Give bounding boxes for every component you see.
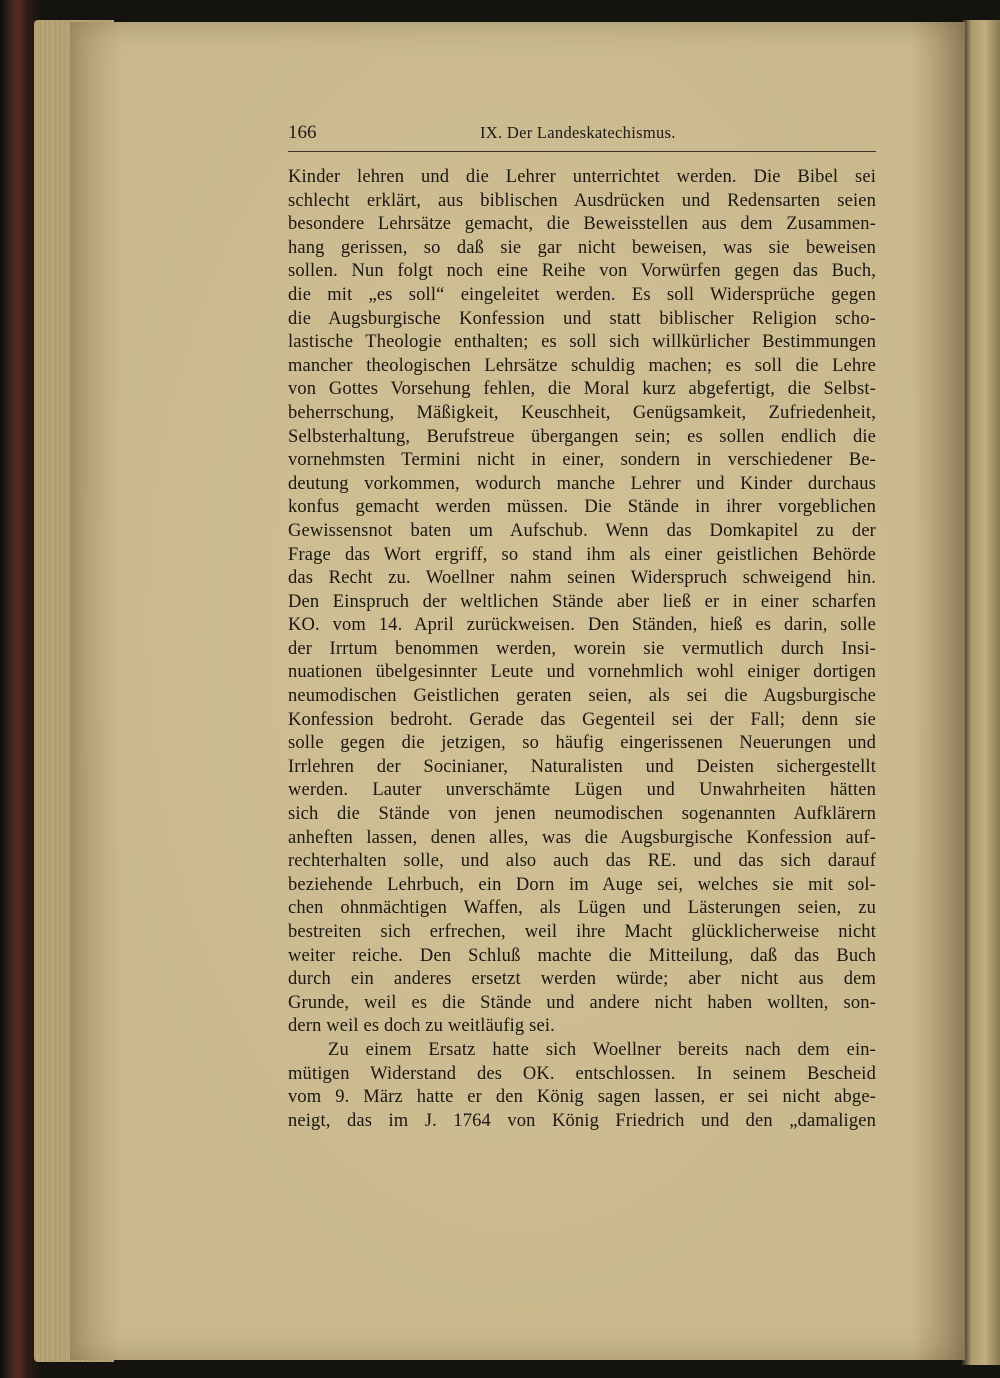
- text-line: konfus gemacht werden müssen. Die Stände in ihrer vorgeblichen: [288, 497, 876, 518]
- text-line: Frage das Wort ergriff, so stand ihm als einer geistlichen Behörde: [288, 544, 876, 565]
- text-line: anheften lassen, denen alles, was die Augsburgische Konfession auf-: [288, 827, 876, 848]
- text-line: lastische Theologie enthalten; es soll sich willkürlicher Bestimmungen: [288, 332, 876, 353]
- text-line: vornehmsten Termini nicht in einer, sondern in verschiedener Be-: [288, 450, 876, 471]
- text-line: Irrlehren der Socinianer, Naturalisten und Deisten sichergestellt: [288, 756, 876, 777]
- text-line: Zu einem Ersatz hatte sich Woellner bereits nach dem ein-: [328, 1039, 876, 1060]
- text-line: der Irrtum benommen werden, worein sie vermutlich durch Insi-: [288, 638, 876, 659]
- body-text: [288, 166, 876, 1133]
- text-line: mancher theologischen Lehrsätze schuldig machen; es soll die Lehre: [288, 355, 876, 376]
- text-line: die mit „es soll“ eingeleitet werden. Es soll Widersprüche gegen: [288, 284, 876, 305]
- text-line: dern weil es doch zu weitläufig sei.: [288, 1016, 555, 1037]
- text-line: vom 9. März hatte er den König sagen lassen, er sei nicht abge-: [288, 1087, 876, 1108]
- text-line: durch ein anderes ersetzt werden würde; aber nicht aus dem: [288, 969, 876, 990]
- text-line: Konfession bedroht. Gerade das Gegenteil sei der Fall; denn sie: [288, 709, 876, 730]
- text-line: neumodischen Geistlichen geraten seien, als sei die Augsburgische: [288, 686, 876, 707]
- text-line: hang gerissen, so daß sie gar nicht beweisen, was sie beweisen: [288, 237, 876, 258]
- header-rule: [288, 151, 876, 152]
- text-line: rechterhalten solle, und also auch das RE. und das sich darauf: [288, 851, 876, 872]
- running-title: IX. Der Landeskatechismus.: [480, 123, 676, 142]
- text-line: die Augsburgische Konfession und statt biblischer Religion scho-: [288, 308, 876, 329]
- text-line: solle gegen die jetzigen, so häufig eingerissenen Neuerungen und: [288, 733, 876, 754]
- text-line: nuationen übelgesinnter Leute und vornehmlich wohl einiger dortigen: [288, 662, 876, 683]
- text-line: bestreiten sich erfrechen, weil ihre Macht glücklicherweise nicht: [288, 922, 876, 942]
- text-line: beziehende Lehrbuch, ein Dorn im Auge sei, welches sie mit sol-: [288, 874, 876, 895]
- text-line: das Recht zu. Woellner nahm seinen Widerspruch schweigend hin.: [288, 568, 876, 589]
- text-line: Grunde, weil es die Stände und andere nicht haben wollten, son-: [288, 992, 876, 1013]
- text-line: Gewissensnot baten um Aufschub. Wenn das Domkapitel zu der: [288, 520, 876, 541]
- facing-page-edge: [962, 20, 1000, 1365]
- page-number: 166: [288, 122, 317, 143]
- running-header: [288, 122, 876, 148]
- text-line: weiter reiche. Den Schluß machte die Mitteilung, daß das Buch: [288, 945, 876, 966]
- text-line: von Gottes Vorsehung fehlen, die Moral kurz abgefertigt, die Selbst-: [288, 379, 876, 400]
- text-line: sollen. Nun folgt noch eine Reihe von Vorwürfen gegen das Buch,: [288, 261, 876, 282]
- text-line: werden. Lauter unverschämte Lügen und Unwahrheiten hätten: [288, 780, 876, 801]
- text-line: Selbsterhaltung, Berufstreue übergangen sein; es sollen endlich die: [288, 426, 876, 447]
- text-line: KO. vom 14. April zurückweisen. Den Ständen, hieß es darin, solle: [288, 615, 876, 636]
- text-line: sich die Stände von jenen neumodischen sogenannten Aufklärern: [288, 804, 876, 825]
- text-line: Den Einspruch der weltlichen Stände aber ließ er in einer scharfen: [288, 591, 876, 612]
- text-line: neigt, das im J. 1764 von König Friedrich und den „damaligen: [288, 1110, 876, 1131]
- text-line: beherrschung, Mäßigkeit, Keuschheit, Genügsamkeit, Zufriedenheit,: [288, 402, 876, 423]
- text-line: mütigen Widerstand des OK. entschlossen. In seinem Bescheid: [288, 1063, 876, 1084]
- text-line: deutung vorkommen, wodurch manche Lehrer und Kinder durchaus: [288, 473, 876, 494]
- text-line: Kinder lehren und die Lehrer unterrichtet werden. Die Bibel sei: [288, 167, 876, 187]
- text-line: besondere Lehrsätze gemacht, die Beweisstellen aus dem Zusammen-: [288, 214, 876, 235]
- text-line: schlecht erklärt, aus biblischen Ausdrücken und Redensarten seien: [288, 190, 876, 211]
- text-line: chen ohnmächtigen Waffen, als Lügen und Lästerungen seien, zu: [288, 898, 876, 919]
